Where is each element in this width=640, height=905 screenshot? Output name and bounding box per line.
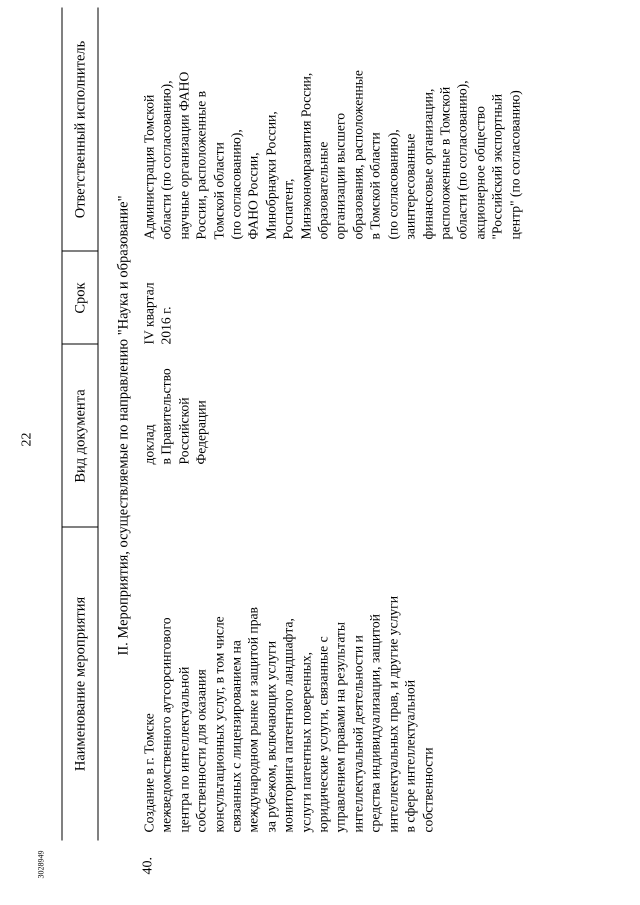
header-responsible-executor: Ответственный исполнитель <box>72 40 89 219</box>
table-header-bottom-border <box>98 8 99 841</box>
deadline-cell: IV квартал 2016 г. <box>141 282 174 345</box>
document-type-cell: доклад в Правительство Российской Федерации <box>141 368 209 465</box>
responsible-executor-cell: Администрация Томской области (по согласованию), научные организации ФАНО России, расположенные в Томской области (по согласованию), ФАНО России, Минобрнауки России, Роспатент, Минэкономразвития России, образовательные организации высшего образования, расположенные в Томской области (по согласованию), заинтересованные финансовые организации, расположенные в Томской области (по согласованию), акционерное общество "Российский экспортный центр" (по согласованию) <box>141 70 523 240</box>
header-deadline: Срок <box>72 282 89 314</box>
page-number: 22 <box>19 432 35 447</box>
table-top-border <box>62 8 63 841</box>
header-event-name: Наименование мероприятия <box>72 596 89 772</box>
document-code: 3028949 <box>36 850 46 879</box>
section-heading: II. Мероприятия, осуществляемые по направлению "Наука и образование" <box>115 195 132 656</box>
header-document-type: Вид документа <box>72 389 89 483</box>
row-number: 40. <box>140 857 156 875</box>
document-page <box>1 0 640 905</box>
event-name-cell: Создание в г. Томске межведомственного аутсорсингового центра по интеллектуальной собственности для оказания консультационных услуг, в том числе связанных с лицензированием на международном рынке и защитой прав за рубежом, включающих услуги мониторинга патентного ландшафта, услуги патентных поверенных, юридические услуги, связанные с управлением правами на результаты интеллектуальной деятельности и средства индивидуализации, защитой интеллектуальных прав, и другие услуги в сфере интеллектуальной собственности <box>141 595 435 833</box>
